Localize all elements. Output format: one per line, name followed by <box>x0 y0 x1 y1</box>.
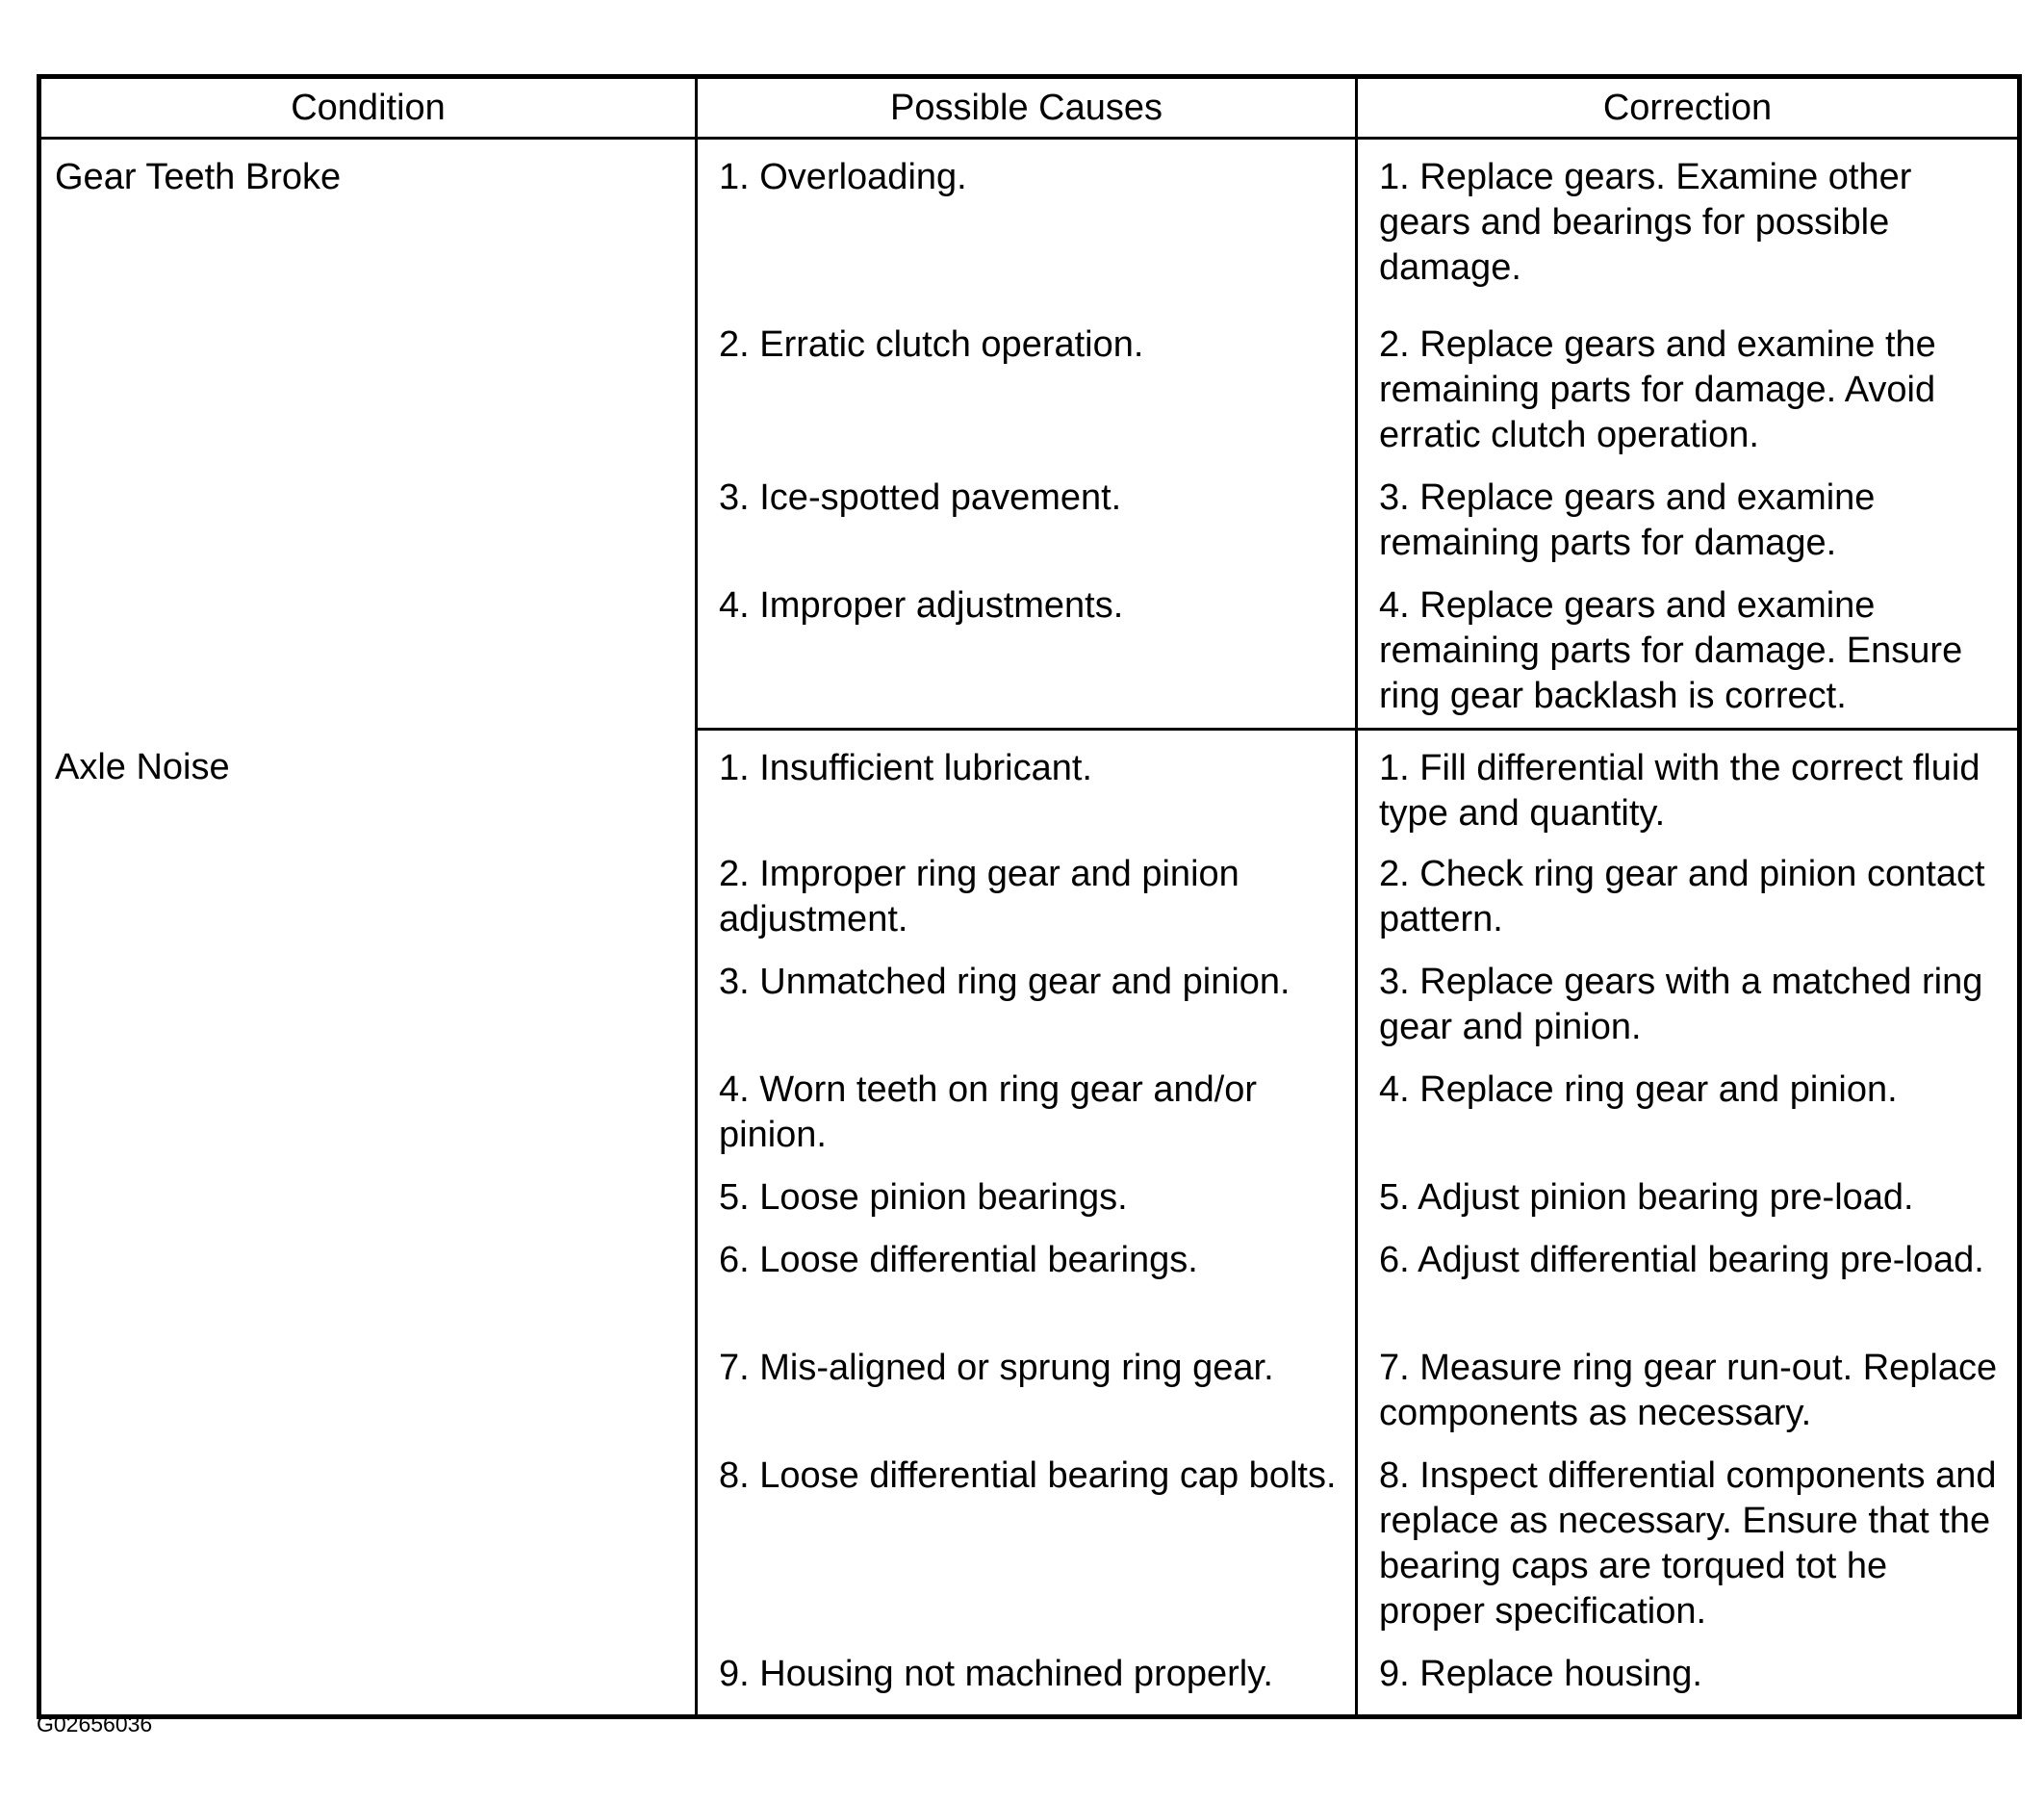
correction-text: 9. Replace housing. <box>1379 1654 1702 1694</box>
cause-cell <box>697 956 1357 1064</box>
cause-cell <box>697 1342 1357 1450</box>
correction-text: 8. Inspect differential components and replace as necessary. Ensure that the bearing caps are torqued tot he proper specification. <box>1379 1455 1997 1632</box>
correction-cell <box>1357 1064 2020 1171</box>
cause-cell <box>697 315 1357 472</box>
correction-cell <box>1357 956 2020 1064</box>
cause-text: 9. Housing not machined properly. <box>719 1654 1273 1694</box>
condition-cell <box>39 139 697 730</box>
cause-text: 3. Ice-spotted pavement. <box>719 477 1122 518</box>
cause-text: 8. Loose differential bearing cap bolts. <box>719 1455 1337 1496</box>
correction-cell <box>1357 579 2020 730</box>
correction-cell <box>1357 730 2020 849</box>
correction-cell <box>1357 1648 2020 1717</box>
header-correction: Correction <box>1357 77 2020 139</box>
correction-text: 2. Replace gears and examine the remaining parts for damage. Avoid erratic clutch operation. <box>1379 324 1936 455</box>
correction-cell <box>1357 1234 2020 1342</box>
figure-id-label: G02656036 <box>37 1711 153 1737</box>
cause-cell <box>697 1234 1357 1342</box>
cause-text: 2. Improper ring gear and pinion adjustment. <box>719 854 1239 939</box>
correction-text: 6. Adjust differential bearing pre-load. <box>1379 1240 1984 1280</box>
correction-cell <box>1357 848 2020 956</box>
cause-cell <box>697 1450 1357 1648</box>
cause-cell <box>697 848 1357 956</box>
cause-text: 6. Loose differential bearings. <box>719 1240 1198 1280</box>
correction-text: 1. Replace gears. Examine other gears and bearings for possible damage. <box>1379 157 1912 288</box>
cause-text: 1. Overloading. <box>719 157 967 197</box>
condition-gear-teeth-broke: Gear Teeth Broke <box>55 157 342 197</box>
cause-cell <box>697 1171 1357 1234</box>
cause-text: 3. Unmatched ring gear and pinion. <box>719 962 1290 1002</box>
cause-cell <box>697 579 1357 730</box>
correction-text: 3. Replace gears with a matched ring gear and pinion. <box>1379 962 1983 1047</box>
correction-cell <box>1357 1171 2020 1234</box>
table-row <box>39 730 2020 849</box>
cause-text: 2. Erratic clutch operation. <box>719 324 1144 365</box>
cause-text: 5. Loose pinion bearings. <box>719 1177 1128 1218</box>
table-row <box>39 139 2020 316</box>
condition-cell <box>39 730 697 1717</box>
correction-text: 3. Replace gears and examine remaining parts for damage. <box>1379 477 1876 563</box>
cause-text: 4. Worn teeth on ring gear and/or pinion. <box>719 1069 1258 1155</box>
cause-cell <box>697 1648 1357 1717</box>
condition-axle-noise: Axle Noise <box>55 746 230 787</box>
correction-cell <box>1357 139 2020 316</box>
diagnosis-table <box>37 74 2022 1719</box>
correction-cell <box>1357 1342 2020 1450</box>
correction-text: 1. Fill differential with the correct fluid type and quantity. <box>1379 748 1980 834</box>
correction-cell <box>1357 1450 2020 1648</box>
correction-text: 4. Replace gears and examine remaining parts for damage. Ensure ring gear backlash is correct. <box>1379 585 1963 716</box>
correction-cell <box>1357 472 2020 579</box>
cause-cell <box>697 472 1357 579</box>
correction-cell <box>1357 315 2020 472</box>
cause-text: 4. Improper adjustments. <box>719 585 1124 626</box>
correction-text: 5. Adjust pinion bearing pre-load. <box>1379 1177 1914 1218</box>
cause-cell <box>697 730 1357 849</box>
header-condition: Condition <box>39 77 697 139</box>
header-row <box>39 77 2020 139</box>
cause-cell <box>697 1064 1357 1171</box>
correction-text: 2. Check ring gear and pinion contact pattern. <box>1379 854 1985 939</box>
header-possible-causes: Possible Causes <box>697 77 1357 139</box>
correction-text: 7. Measure ring gear run-out. Replace components as necessary. <box>1379 1348 1998 1433</box>
cause-text: 7. Mis-aligned or sprung ring gear. <box>719 1348 1274 1388</box>
correction-text: 4. Replace ring gear and pinion. <box>1379 1069 1898 1110</box>
cause-cell <box>697 139 1357 316</box>
cause-text: 1. Insufficient lubricant. <box>719 748 1092 788</box>
